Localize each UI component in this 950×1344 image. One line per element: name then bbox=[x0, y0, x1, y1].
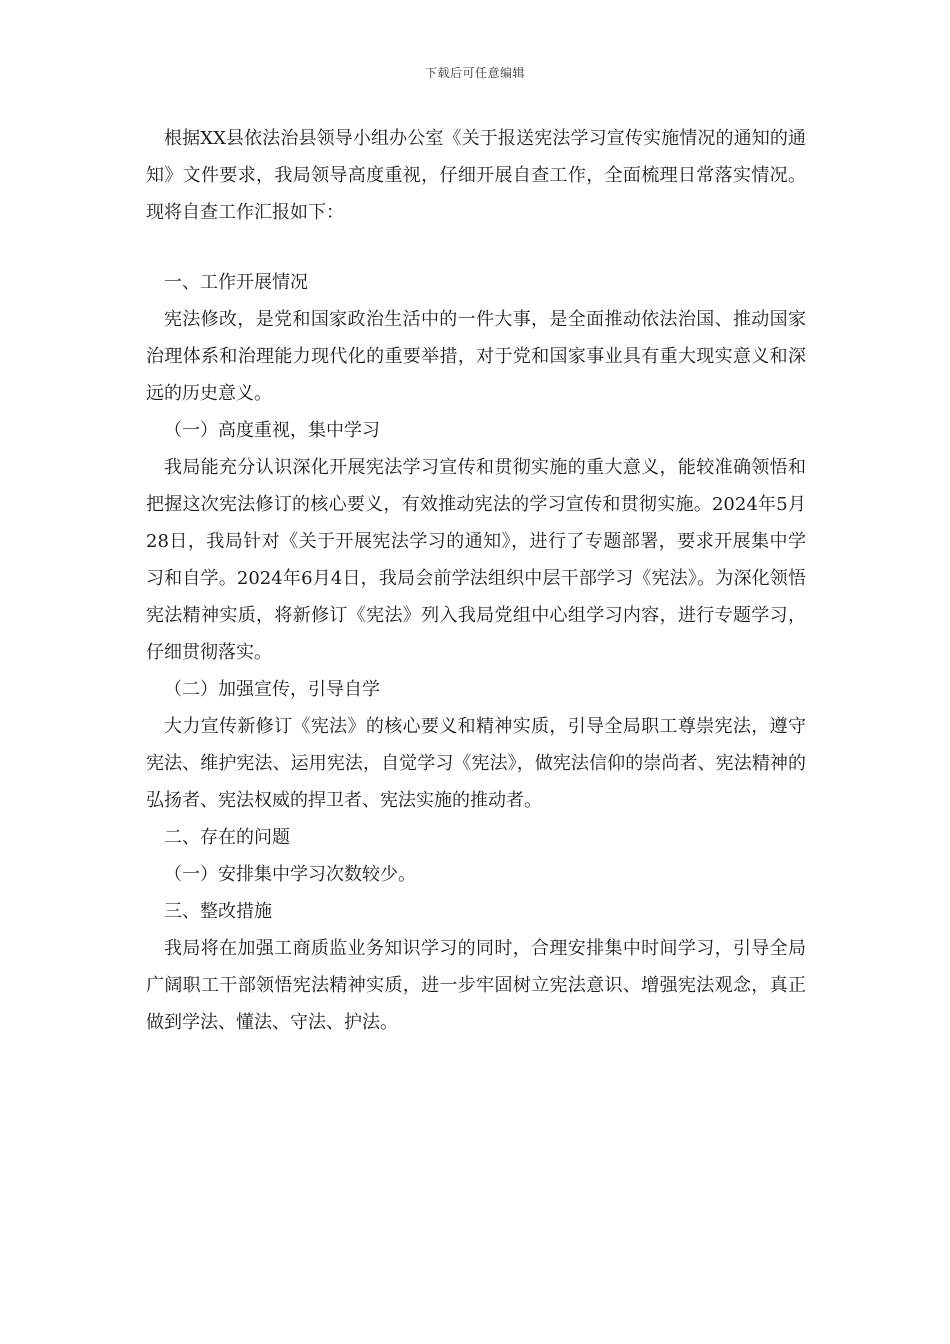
section-1-heading: 一、工作开展情况 bbox=[164, 272, 308, 293]
section-1-paragraph: 宪法修改，是党和国家政治生活中的一件大事，是全面推动依法治国、推动国家治理体系和治理能力现代化的重要举措，对于党和国家事业具有重大现实意义和深远的历史意义。 bbox=[146, 309, 806, 404]
section-1-sub-1-paragraph: 我局能充分认识深化开展宪法学习宣传和贯彻实施的重大意义，能较准确领悟和把握这次宪法修订的核心要义，有效推动宪法的学习宣传和贯彻实施。2024年5月28日，我局针对《关于开展宪法学习的通知》，进行了专题部署，要求开展集中学习和自学。2024年6月4日，我局会前学法组织中层干部学习《宪法》。为深化领悟宪法精神实质，将新修订《宪法》列入我局党组中心组学习内容，进行专题学习，仔细贯彻落实。 bbox=[146, 457, 806, 663]
section-3-paragraph: 我局将在加强工商质监业务知识学习的同时，合理安排集中时间学习，引导全局广阔职工干部领悟宪法精神实质，进一步牢固树立宪法意识、增强宪法观念，真正做到学法、懂法、守法、护法。 bbox=[146, 938, 806, 1033]
section-1-sub-2-heading: （二）加强宣传，引导自学 bbox=[164, 679, 380, 700]
section-spacer bbox=[146, 231, 806, 264]
section-1-sub-2-paragraph: 大力宣传新修订《宪法》的核心要义和精神实质，引导全局职工尊崇宪法，遵守宪法、维护宪法、运用宪法，自觉学习《宪法》，做宪法信仰的崇尚者、宪法精神的弘扬者、宪法权威的捍卫者、宪法实施的推动者。 bbox=[146, 716, 806, 811]
section-1-sub-1-heading: （一）高度重视，集中学习 bbox=[164, 420, 380, 441]
section-2-heading: 二、存在的问题 bbox=[164, 827, 290, 848]
document-body bbox=[146, 120, 806, 1041]
section-2-item-1: （一）安排集中学习次数较少。 bbox=[164, 864, 416, 885]
page-header-note: 下载后可任意编辑 bbox=[424, 66, 525, 80]
section-3-heading: 三、整改措施 bbox=[164, 901, 272, 922]
intro-paragraph: 根据XX县依法治县领导小组办公室《关于报送宪法学习宣传实施情况的通知的通知》文件要求，我局领导高度重视，仔细开展自查工作，全面梳理日常落实情况。现将自查工作汇报如下： bbox=[146, 128, 806, 223]
